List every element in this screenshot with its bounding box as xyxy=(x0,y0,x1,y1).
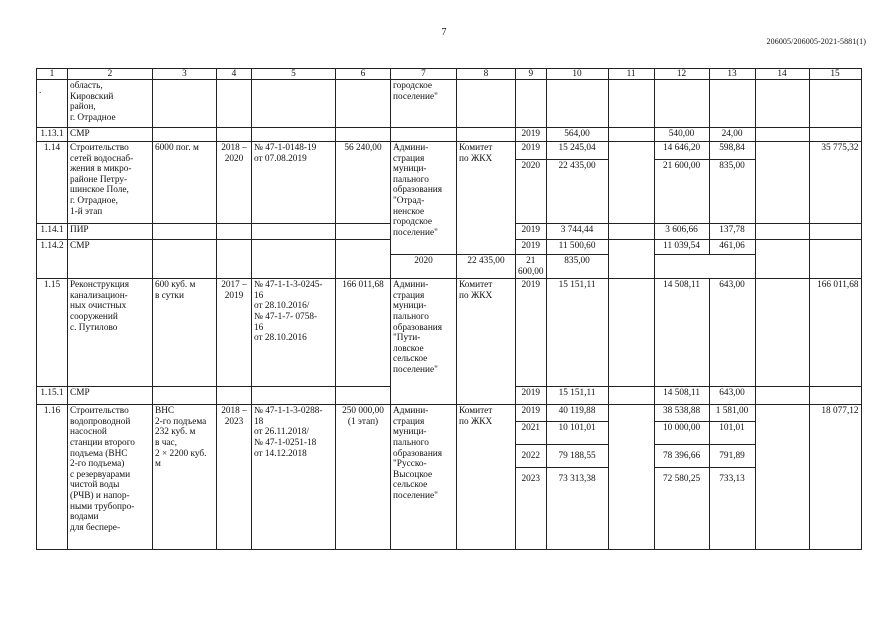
cost: 56 240,00 xyxy=(336,142,391,224)
column-13-value: 101,01 xyxy=(709,422,755,445)
column-12-value: 10 000,00 xyxy=(654,422,709,445)
column-12-value: 3 606,66 xyxy=(654,224,709,240)
column-header: 2 xyxy=(68,69,153,80)
total-amount: 73 313,38 xyxy=(546,468,608,550)
investment-program-table xyxy=(36,68,862,550)
column-header: 5 xyxy=(252,69,336,80)
column-header: 8 xyxy=(457,69,516,80)
column-12-value: 14 508,11 xyxy=(654,279,709,387)
permit: № 47-1-0148-19 от 07.08.2019 xyxy=(252,142,336,224)
column-numbers-row xyxy=(37,69,862,80)
column-12-value: 21 600,00 xyxy=(654,160,709,224)
column-header: 15 xyxy=(809,69,861,80)
object-name: СМР xyxy=(68,240,153,279)
responsible: Комитет по ЖКХ xyxy=(457,405,516,550)
row-number: 1.15.1 xyxy=(37,387,68,405)
column-13-value: 24,00 xyxy=(709,128,755,142)
column-13-value: 835,00 xyxy=(546,255,608,279)
period: 2017 – 2019 xyxy=(217,279,252,387)
year: 2019 xyxy=(516,405,547,422)
object-name: Реконструкция канализацион- ных очистных сооружений с. Путилово xyxy=(68,279,153,387)
total-amount: 11 500,60 xyxy=(546,240,608,255)
responsible: Комитет по ЖКХ xyxy=(457,279,516,405)
column-header: 11 xyxy=(608,69,654,80)
year: 2019 xyxy=(516,240,547,255)
column-12-value: 540,00 xyxy=(654,128,709,142)
total-amount: 15 151,11 xyxy=(546,279,608,387)
year: 2020 xyxy=(516,160,547,224)
column-12-value: 14 646,20 xyxy=(654,142,709,160)
customer-org: Админи- страция муници- пального образования "Пути- ловское сельское поселение" xyxy=(391,279,457,405)
column-header: 4 xyxy=(217,69,252,80)
object-name: СМР xyxy=(68,387,153,405)
column-header: 7 xyxy=(391,69,457,80)
column-header: 14 xyxy=(755,69,809,80)
customer-org: Админи- страция муници- пального образования "Русско- Высоцкое сельское поселение" xyxy=(391,405,457,550)
row-number: 1.16 xyxy=(37,405,68,550)
row-number: 1.13.1 xyxy=(37,128,68,142)
table-row-continuation xyxy=(37,80,862,128)
row-number: 1.15 xyxy=(37,279,68,387)
column-header: 9 xyxy=(516,69,547,80)
column-header: 12 xyxy=(654,69,709,80)
permit: № 47-1-1-3-0245- 16 от 28.10.2016/ № 47-1-7- 0758- 16 от 28.10.2016 xyxy=(252,279,336,387)
total-amount: 15 151,11 xyxy=(546,387,608,405)
column-header: 6 xyxy=(336,69,391,80)
column-15-value: 18 077,12 xyxy=(809,405,861,550)
column-13-value: 598,84 xyxy=(709,142,755,160)
total-amount: 79 188,55 xyxy=(546,445,608,468)
period: 2018 – 2023 xyxy=(217,405,252,550)
column-13-value: 461,06 xyxy=(709,240,755,255)
responsible: Комитет по ЖКХ xyxy=(457,142,516,255)
column-12-value: 72 580,25 xyxy=(654,468,709,550)
table-row xyxy=(37,128,862,142)
total-amount: 3 744,44 xyxy=(546,224,608,240)
year: 2020 xyxy=(391,255,457,279)
row-number: 1.14.1 xyxy=(37,224,68,240)
column-header: 3 xyxy=(153,69,217,80)
cost: 250 000,00 (1 этап) xyxy=(336,405,391,550)
table-row xyxy=(37,279,862,387)
year: 2019 xyxy=(516,142,547,160)
column-13-value: 643,00 xyxy=(709,279,755,387)
object-name: область, Кировский район, г. Отрадное xyxy=(68,80,153,128)
row-number: 1.14 xyxy=(37,142,68,224)
table-row xyxy=(37,405,862,422)
column-12-value: 14 508,11 xyxy=(654,387,709,405)
year: 2019 xyxy=(516,128,547,142)
customer-org: Админи- страция муници- пального образования "Отрад- ненское городское поселение" xyxy=(391,142,457,255)
column-header: 1 xyxy=(37,69,68,80)
year: 2022 xyxy=(516,445,547,468)
object-name: Строительство сетей водоснаб- жения в микро- районе Петру- шинское Поле, г. Отрадное, 1-й этап xyxy=(68,142,153,224)
object-name: Строительство водопроводной насосной станции второго подъема (ВНС 2-го подъема) с резервуарами чистой воды (РЧВ) и напор- ными трубопро- водами для беспере- xyxy=(68,405,153,550)
column-13-value: 1 581,00 xyxy=(709,405,755,422)
column-13-value: 733,13 xyxy=(709,468,755,550)
column-header: 13 xyxy=(709,69,755,80)
column-12-value: 21 600,00 xyxy=(516,255,547,279)
year: 2019 xyxy=(516,224,547,240)
column-15-value: 166 011,68 xyxy=(809,279,861,387)
year: 2021 xyxy=(516,422,547,445)
period: 2018 – 2020 xyxy=(217,142,252,224)
cost: 166 011,68 xyxy=(336,279,391,387)
column-12-value: 38 538,88 xyxy=(654,405,709,422)
column-13-value: 835,00 xyxy=(709,160,755,224)
customer-org: городское поселение" xyxy=(391,80,457,128)
total-amount: 10 101,01 xyxy=(546,422,608,445)
column-15-value: 35 775,32 xyxy=(809,142,861,224)
page-number: 7 xyxy=(441,27,447,38)
object-name: ПИР xyxy=(68,224,153,240)
total-amount: 564,00 xyxy=(546,128,608,142)
permit: № 47-1-1-3-0288- 18 от 26.11.2018/ № 47-1-0251-18 от 14.12.2018 xyxy=(252,405,336,550)
row-number: 1.14.2 xyxy=(37,240,68,279)
column-12-value: 11 039,54 xyxy=(654,240,709,255)
column-13-value: 643,00 xyxy=(709,387,755,405)
column-header: 10 xyxy=(546,69,608,80)
column-12-value: 78 396,66 xyxy=(654,445,709,468)
object-name: СМР xyxy=(68,128,153,142)
year: 2019 xyxy=(516,279,547,387)
column-13-value: 791,89 xyxy=(709,445,755,468)
total-amount: 15 245,04 xyxy=(546,142,608,160)
table-row xyxy=(37,142,862,160)
year: 2019 xyxy=(516,387,547,405)
capacity: 600 куб. м в сутки xyxy=(153,279,217,387)
total-amount: 22 435,00 xyxy=(457,255,516,279)
row-marker: . xyxy=(37,80,68,128)
capacity: ВНС 2-го подъема 232 куб. м в час, 2 × 2200 куб. м xyxy=(153,405,217,550)
capacity: 6000 пог. м xyxy=(153,142,217,224)
year: 2023 xyxy=(516,468,547,550)
total-amount: 22 435,00 xyxy=(546,160,608,224)
document-id: 206005/206005-2021-5881(1) xyxy=(766,37,866,46)
column-13-value: 137,78 xyxy=(709,224,755,240)
total-amount: 40 119,88 xyxy=(546,405,608,422)
